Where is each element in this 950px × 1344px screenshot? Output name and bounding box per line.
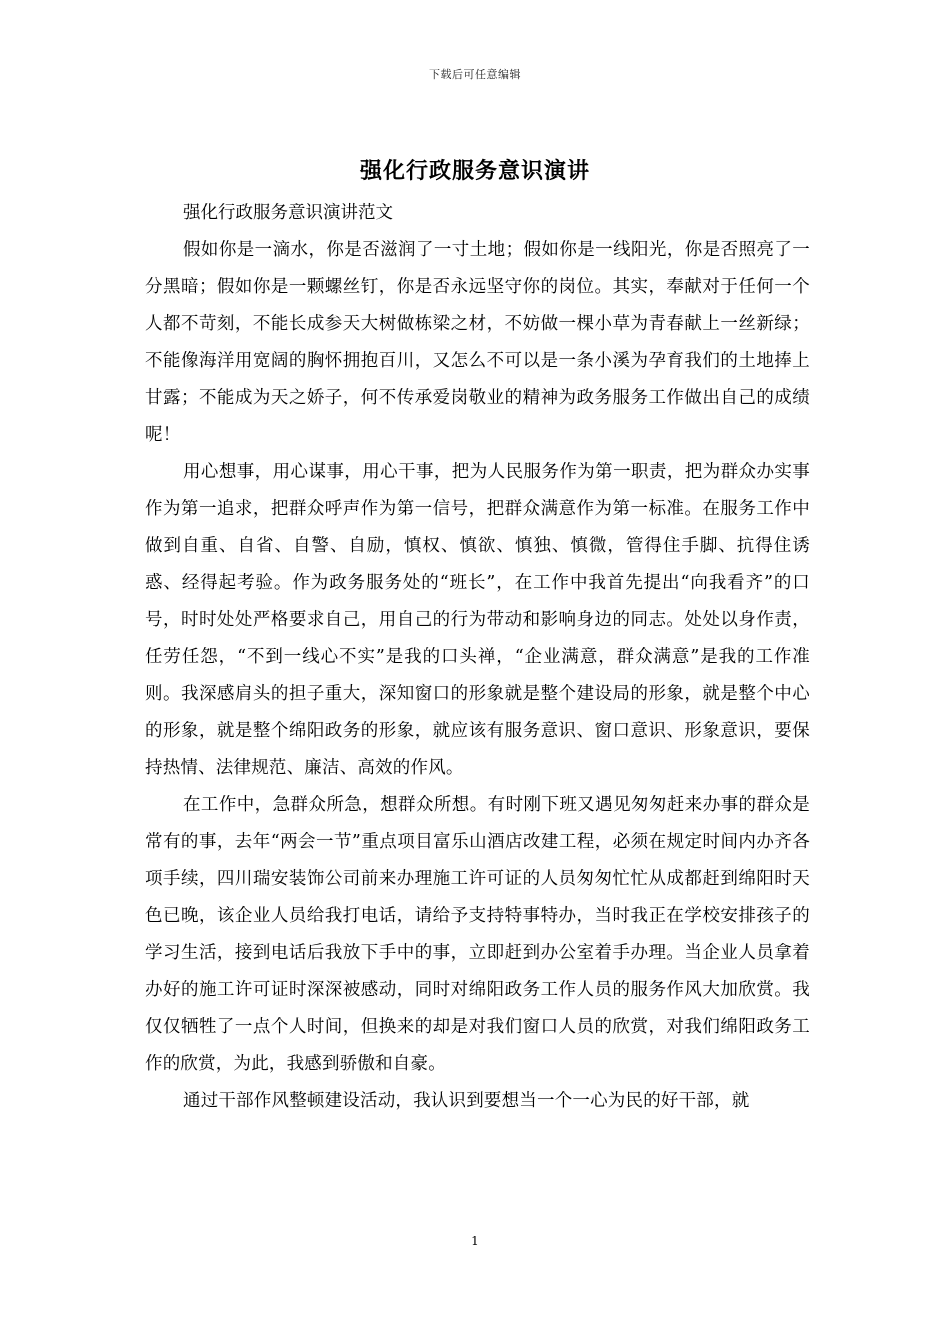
paragraph-4: 通过干部作风整顿建设活动，我认识到要想当一个一心为民的好干部，就 (183, 1091, 750, 1111)
document-title: 强化行政服务意识演讲 (359, 158, 590, 184)
paragraph-2: 用心想事，用心谋事，用心干事，把为人民服务作为第一职责，把为群众办实事作为第一追求，把群众呼声作为第一信号，把群众满意作为第一标准。在服务工作中做到自重、自省、自警、自励，慎权、慎欲、慎独、慎微，管得住手脚、抗得住诱惑、经得起考验。作为政务服务处的“班长”，在工作中我首先提出“向我看齐”的口号，时时处处严格要求自己，用自己的行为带动和影响身边的同志。处处以身作责，任劳任怨，“不到一线心不实”是我的口头禅，“企业满意，群众满意”是我的工作准则。我深感肩头的担子重大，深知窗口的形象就是整个建设局的形象，就是整个中心的形象，就是整个绵阳政务的形象，就应该有服务意识、窗口意识、形象意识，要保持热情、法律规范、廉洁、高效的作风。 (145, 462, 810, 778)
paragraph-1: 假如你是一滴水，你是否滋润了一寸土地；假如你是一线阳光，你是否照亮了一分黑暗；假如你是一颗螺丝钉，你是否永远坚守你的岗位。其实，奉献对于任何一个人都不苛刻，不能长成参天大树做栋梁之材，不妨做一棵小草为青春献上一丝新绿；不能像海洋用宽阔的胸怀拥抱百川，又怎么不可以是一条小溪为孕育我们的土地捧上甘露；不能成为天之娇子，何不传承爱岗敬业的精神为政务服务工作做出自己的成绩呢！ (145, 240, 810, 445)
paragraph-3: 在工作中，急群众所急，想群众所想。有时刚下班又遇见匆匆赶来办事的群众是常有的事，去年“两会一节”重点项目富乐山酒店改建工程，必须在规定时间内办齐各项手续，四川瑞安装饰公司前来办理施工许可证的人员匆匆忙忙从成都赶到绵阳时天色已晚，该企业人员给我打电话，请给予支持特事特办，当时我正在学校安排孩子的学习生活，接到电话后我放下手中的事，立即赶到办公室着手办理。当企业人员拿着办好的施工许可证时深深被感动，同时对绵阳政务工作人员的服务作风大加欣赏。我仅仅牺牲了一点个人时间，但换来的却是对我们窗口人员的欣赏，对我们绵阳政务工作的欣赏，为此，我感到骄傲和自豪。 (145, 795, 810, 1074)
document-subtitle: 强化行政服务意识演讲范文 (183, 203, 393, 223)
header-note: 下载后可任意编辑 (429, 68, 521, 81)
document-body (145, 195, 810, 1120)
page-number: 1 (471, 1234, 479, 1248)
